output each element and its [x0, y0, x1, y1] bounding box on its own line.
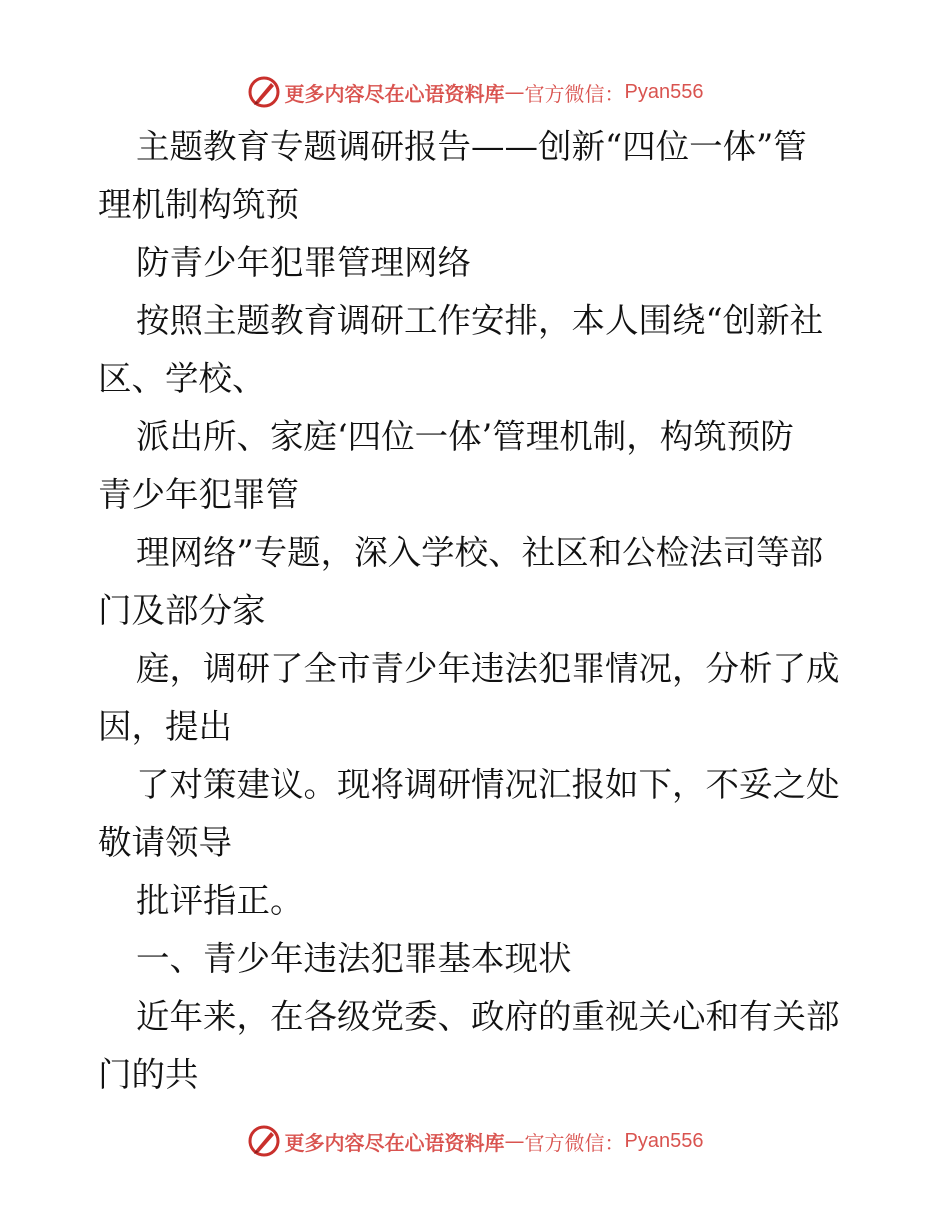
banner-wechat-label: 官方微信： [524, 1130, 625, 1155]
paragraph-line: 庭，调研了全市青少年违法犯罪情况，分析了成 [136, 649, 840, 688]
paragraph-line: 派出所、家庭‘四位一体’管理机制，构筑预防 [136, 417, 794, 456]
banner-wechat-id: Pyan556 [624, 80, 704, 103]
pen-logo-icon [247, 1124, 281, 1158]
section-heading: 一、青少年违法犯罪基本现状 [136, 939, 572, 978]
header-banner [0, 70, 950, 114]
paragraph-line: 理网络”专题，深入学校、社区和公检法司等部 [136, 533, 824, 572]
document-body [98, 118, 858, 1104]
paragraph-line: 了对策建议。现将调研情况汇报如下，不妥之处 [136, 765, 840, 804]
footer-banner [0, 1119, 950, 1163]
paragraph-line: 门的共 [98, 1055, 199, 1094]
title-line-3: 防青少年犯罪管理网络 [136, 243, 471, 282]
paragraph-line: 敬请领导 [98, 823, 232, 862]
banner-separator: — [504, 80, 525, 104]
title-line-1: 主题教育专题调研报告——创新“四位一体”管 [136, 127, 807, 166]
banner-main-text: 更多内容尽在心语资料库 [284, 81, 505, 106]
banner-wechat-id: Pyan556 [624, 1129, 704, 1152]
pen-logo-icon [247, 75, 281, 109]
paragraph-line: 因，提出 [98, 707, 232, 746]
banner-wechat-label: 官方微信： [524, 81, 625, 106]
paragraph-line: 青少年犯罪管 [98, 475, 299, 514]
paragraph-line: 门及部分家 [98, 591, 266, 630]
title-line-2: 理机制构筑预 [98, 185, 299, 224]
paragraph-line: 区、学校、 [98, 359, 266, 398]
paragraph-line: 近年来，在各级党委、政府的重视关心和有关部 [136, 997, 840, 1036]
paragraph-line: 按照主题教育调研工作安排，本人围绕“创新社 [136, 301, 824, 340]
paragraph-line: 批评指正。 [136, 881, 304, 920]
banner-separator: — [504, 1129, 525, 1153]
banner-main-text: 更多内容尽在心语资料库 [284, 1130, 505, 1155]
